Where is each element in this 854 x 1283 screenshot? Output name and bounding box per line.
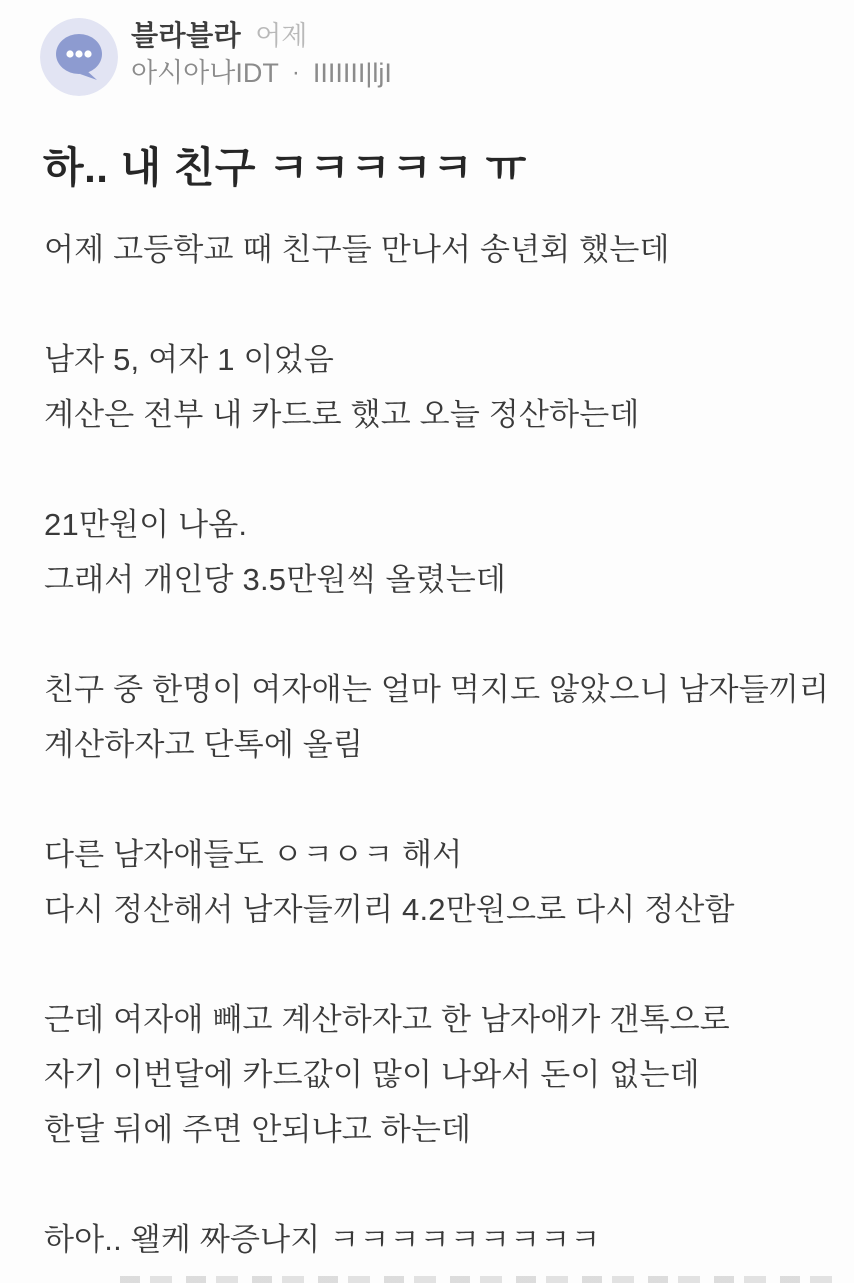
body-line: 그래서 개인당 3.5만원씩 올렸는데 [44,562,507,597]
body-line: 근데 여자애 빼고 계산하자고 한 남자애가 갠톡으로 [44,1002,730,1037]
author-nickname[interactable]: IIIIIII|ljI [312,58,392,88]
body-line: 친구 중 한명이 여자애는 얼마 먹지도 않았으니 남자들끼리 [44,672,830,707]
paragraph [44,497,834,607]
paragraph [44,332,834,442]
author-company[interactable]: 아시아나IDT [131,58,279,88]
header-text [131,18,392,89]
paragraph [44,1212,834,1267]
post-body [44,222,834,1267]
cutoff-next-line [120,1276,832,1283]
paragraph [44,992,834,1157]
header-row-author [131,57,392,89]
body-line: 계산은 전부 내 카드로 했고 오늘 정산하는데 [44,397,640,432]
post-time: 어제 [255,21,308,51]
body-line: 남자 5, 여자 1 이었음 [44,342,334,377]
body-line: 계산하자고 단톡에 올림 [44,727,364,762]
avatar[interactable] [40,18,118,96]
body-line: 어제 고등학교 때 친구들 만나서 송년회 했는데 [44,232,670,267]
dot-separator-icon: · [291,59,300,86]
body-line: 한달 뒤에 주면 안되냐고 하는데 [44,1112,472,1147]
board-name[interactable]: 블라블라 [131,20,242,51]
paragraph [44,222,834,277]
body-line: 21만원이 나옴. [44,507,248,542]
post-title: 하.. 내 친구 ㅋㅋㅋㅋㅋ ㅠ [43,144,527,191]
body-line: 다시 정산해서 남자들끼리 4.2만원으로 다시 정산함 [44,892,735,927]
body-line: 다른 남자애들도 ㅇㅋㅇㅋ 해서 [44,837,463,872]
paragraph [44,662,834,772]
paragraph [44,827,834,937]
speech-bubble-icon [40,18,118,96]
post-header [40,18,392,96]
header-row-board [131,19,392,53]
body-line: 하아.. 왤케 짜증나지 ㅋㅋㅋㅋㅋㅋㅋㅋㅋ [44,1222,601,1257]
body-line: 자기 이번달에 카드값이 많이 나와서 돈이 없는데 [44,1057,700,1092]
